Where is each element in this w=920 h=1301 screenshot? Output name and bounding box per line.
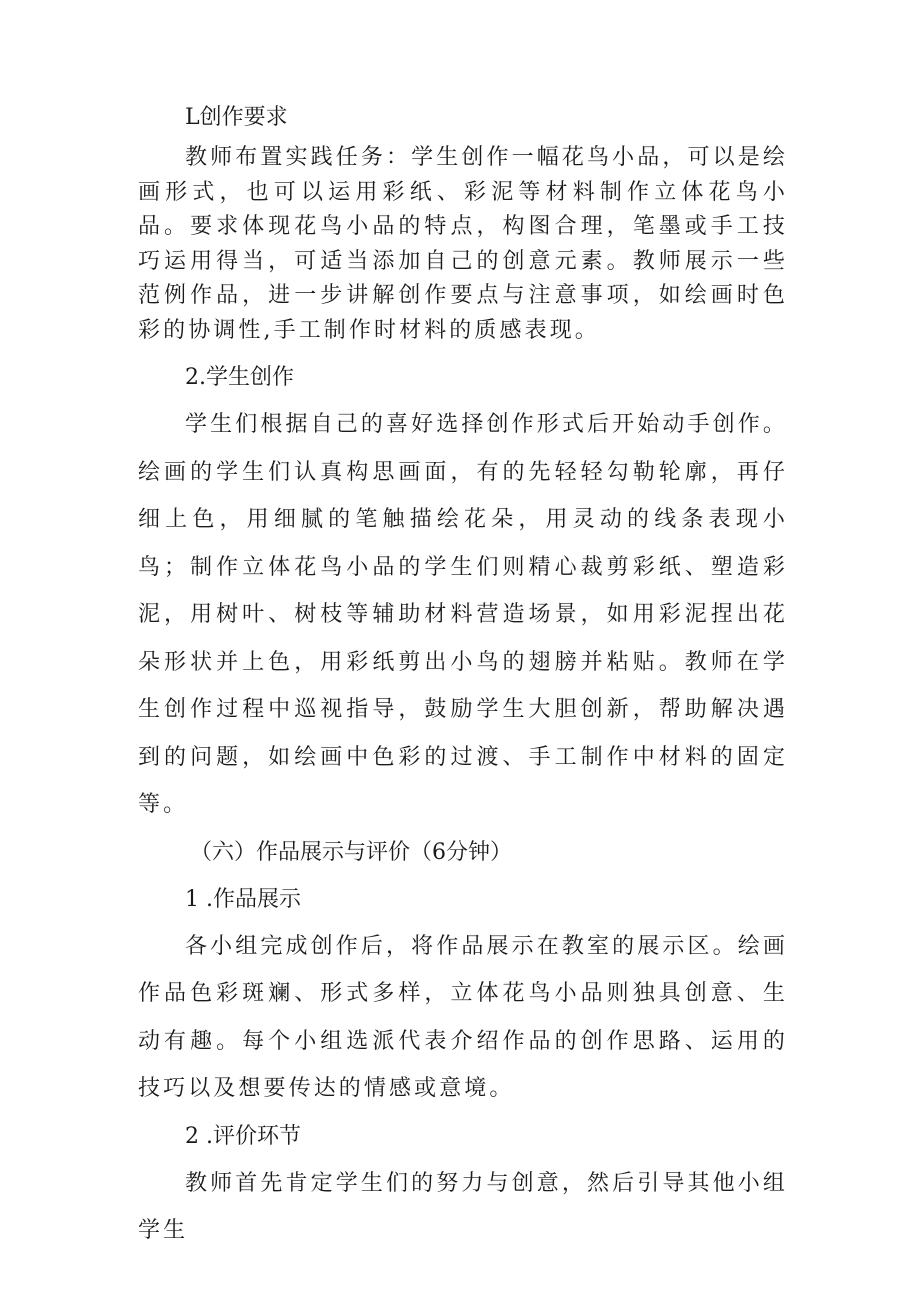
heading-section-six: （六）作品展示与评价（6分钟）: [190, 839, 512, 865]
paragraph-practice-task: 教师布置实践任务：学生创作一幅花鸟小品，可以是绘画形式，也可以运用彩纸、彩泥等材料制作立体花鸟小品。要求体现花鸟小品的特点，构图合理，笔墨或手工技巧运用得当，可适当添加自己的创意元素。教师展示一些范例作品，进一步讲解创作要点与注意事项，如绘画时色彩的协调性,手工制作时材料的质感表现。: [138, 145, 788, 343]
paragraph-student-creation: 学生们根据自己的喜好选择创作形式后开始动手创作。绘画的学生们认真构思画面，有的先轻轻勾勒轮廓，再仔细上色，用细腻的笔触描绘花朵，用灵动的线条表现小鸟；制作立体花鸟小品的学生们则精心裁剪彩纸、塑造彩泥，用树叶、树枝等辅助材料营造场景，如用彩泥捏出花朵形状并上色，用彩纸剪出小鸟的翅膀并粘贴。教师在学生创作过程中巡视指导，鼓励学生大胆创新，帮助解决遇到的问题，如绘画中色彩的过渡、手工制作中材料的固定等。: [138, 412, 788, 817]
heading-student-creation: 2.学生创作: [185, 365, 294, 390]
heading-evaluation: 2 .评价环节: [185, 1123, 301, 1149]
document-body: [138, 94, 788, 1255]
heading-creation-requirements: L创作要求: [185, 105, 288, 130]
paragraph-work-display: 各小组完成创作后，将作品展示在教室的展示区。绘画作品色彩斑斓、形式多样，立体花鸟小品则独具创意、生动有趣。每个小组选派代表介绍作品的创作思路、运用的技巧以及想要传达的情感或意境。: [138, 933, 788, 1101]
paragraph-evaluation: 教师首先肯定学生们的努力与创意，然后引导其他小组学生: [138, 1170, 788, 1243]
heading-work-display: 1 .作品展示: [185, 886, 301, 912]
